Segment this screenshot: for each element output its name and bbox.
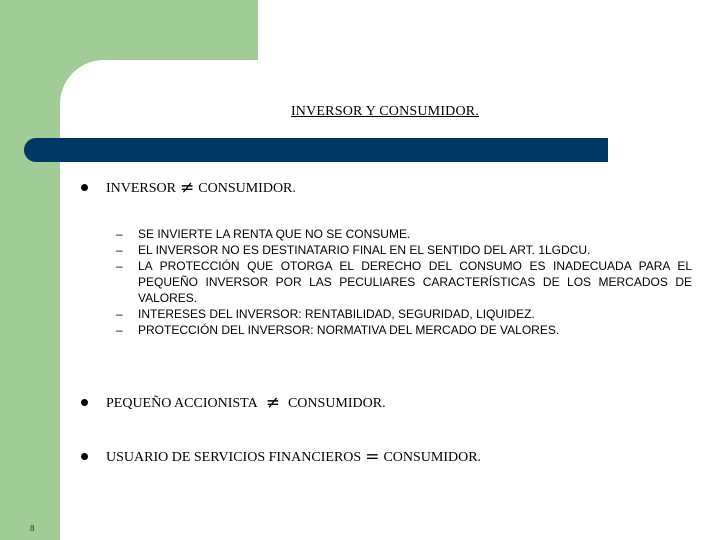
list-item xyxy=(116,226,692,242)
bullet-text-left: USUARIO DE SERVICIOS FINANCIEROS xyxy=(106,450,362,465)
list-item-text: INTERESES DEL INVERSOR: RENTABILIDAD, SEGURIDAD, LIQUIDEZ. xyxy=(138,307,535,321)
bullet-text-right: CONSUMIDOR. xyxy=(198,181,296,196)
list-item-text: SE INVIERTE LA RENTA QUE NO SE CONSUME. xyxy=(138,227,411,241)
bullet-pequeno-accionista xyxy=(106,393,386,413)
dash-bullet-icon: – xyxy=(116,307,123,321)
not-equal-icon: ≠ xyxy=(265,393,280,413)
bullet-dot-icon xyxy=(81,453,88,460)
list-item xyxy=(116,306,692,322)
bullet-usuario-servicios-financieros xyxy=(106,447,481,467)
bullet-inversor xyxy=(106,178,296,198)
bullet-text-left: INVERSOR xyxy=(106,181,177,196)
dash-bullet-icon: – xyxy=(116,243,123,257)
equals-icon: = xyxy=(365,447,380,467)
title-underline-bar xyxy=(24,138,608,162)
bullet-dot-icon xyxy=(81,184,88,191)
dash-bullet-icon: – xyxy=(116,227,123,241)
decorative-green-side-strip xyxy=(0,0,62,540)
list-item xyxy=(116,322,692,338)
dash-bullet-icon: – xyxy=(116,259,123,273)
not-equal-icon: ≠ xyxy=(180,178,195,198)
list-item-text: LA PROTECCIÓN QUE OTORGA EL DERECHO DEL CONSUMO ES INADECUADA PARA EL PEQUEÑO INVERSOR POR LAS PECULIARES CARACTERÍSTICAS DE LOS MERCADOS DE VALORES. xyxy=(138,259,692,305)
list-item xyxy=(116,242,692,258)
list-item xyxy=(116,258,692,306)
bullet-text-right: CONSUMIDOR. xyxy=(383,450,482,465)
bullet-text-left: PEQUEÑO ACCIONISTA xyxy=(106,396,258,411)
bullet-dot-icon xyxy=(81,399,88,406)
slide-title: INVERSOR Y CONSUMIDOR. xyxy=(290,104,480,119)
list-item-text: PROTECCIÓN DEL INVERSOR: NORMATIVA DEL MERCADO DE VALORES. xyxy=(138,323,560,337)
list-item-text: EL INVERSOR NO ES DESTINATARIO FINAL EN EL SENTIDO DEL ART. 1LGDCU. xyxy=(138,243,591,257)
slide-number: 8 xyxy=(30,524,35,533)
bullet-text-right: CONSUMIDOR. xyxy=(287,396,386,411)
sub-bullet-list xyxy=(116,226,692,338)
dash-bullet-icon: – xyxy=(116,323,123,337)
